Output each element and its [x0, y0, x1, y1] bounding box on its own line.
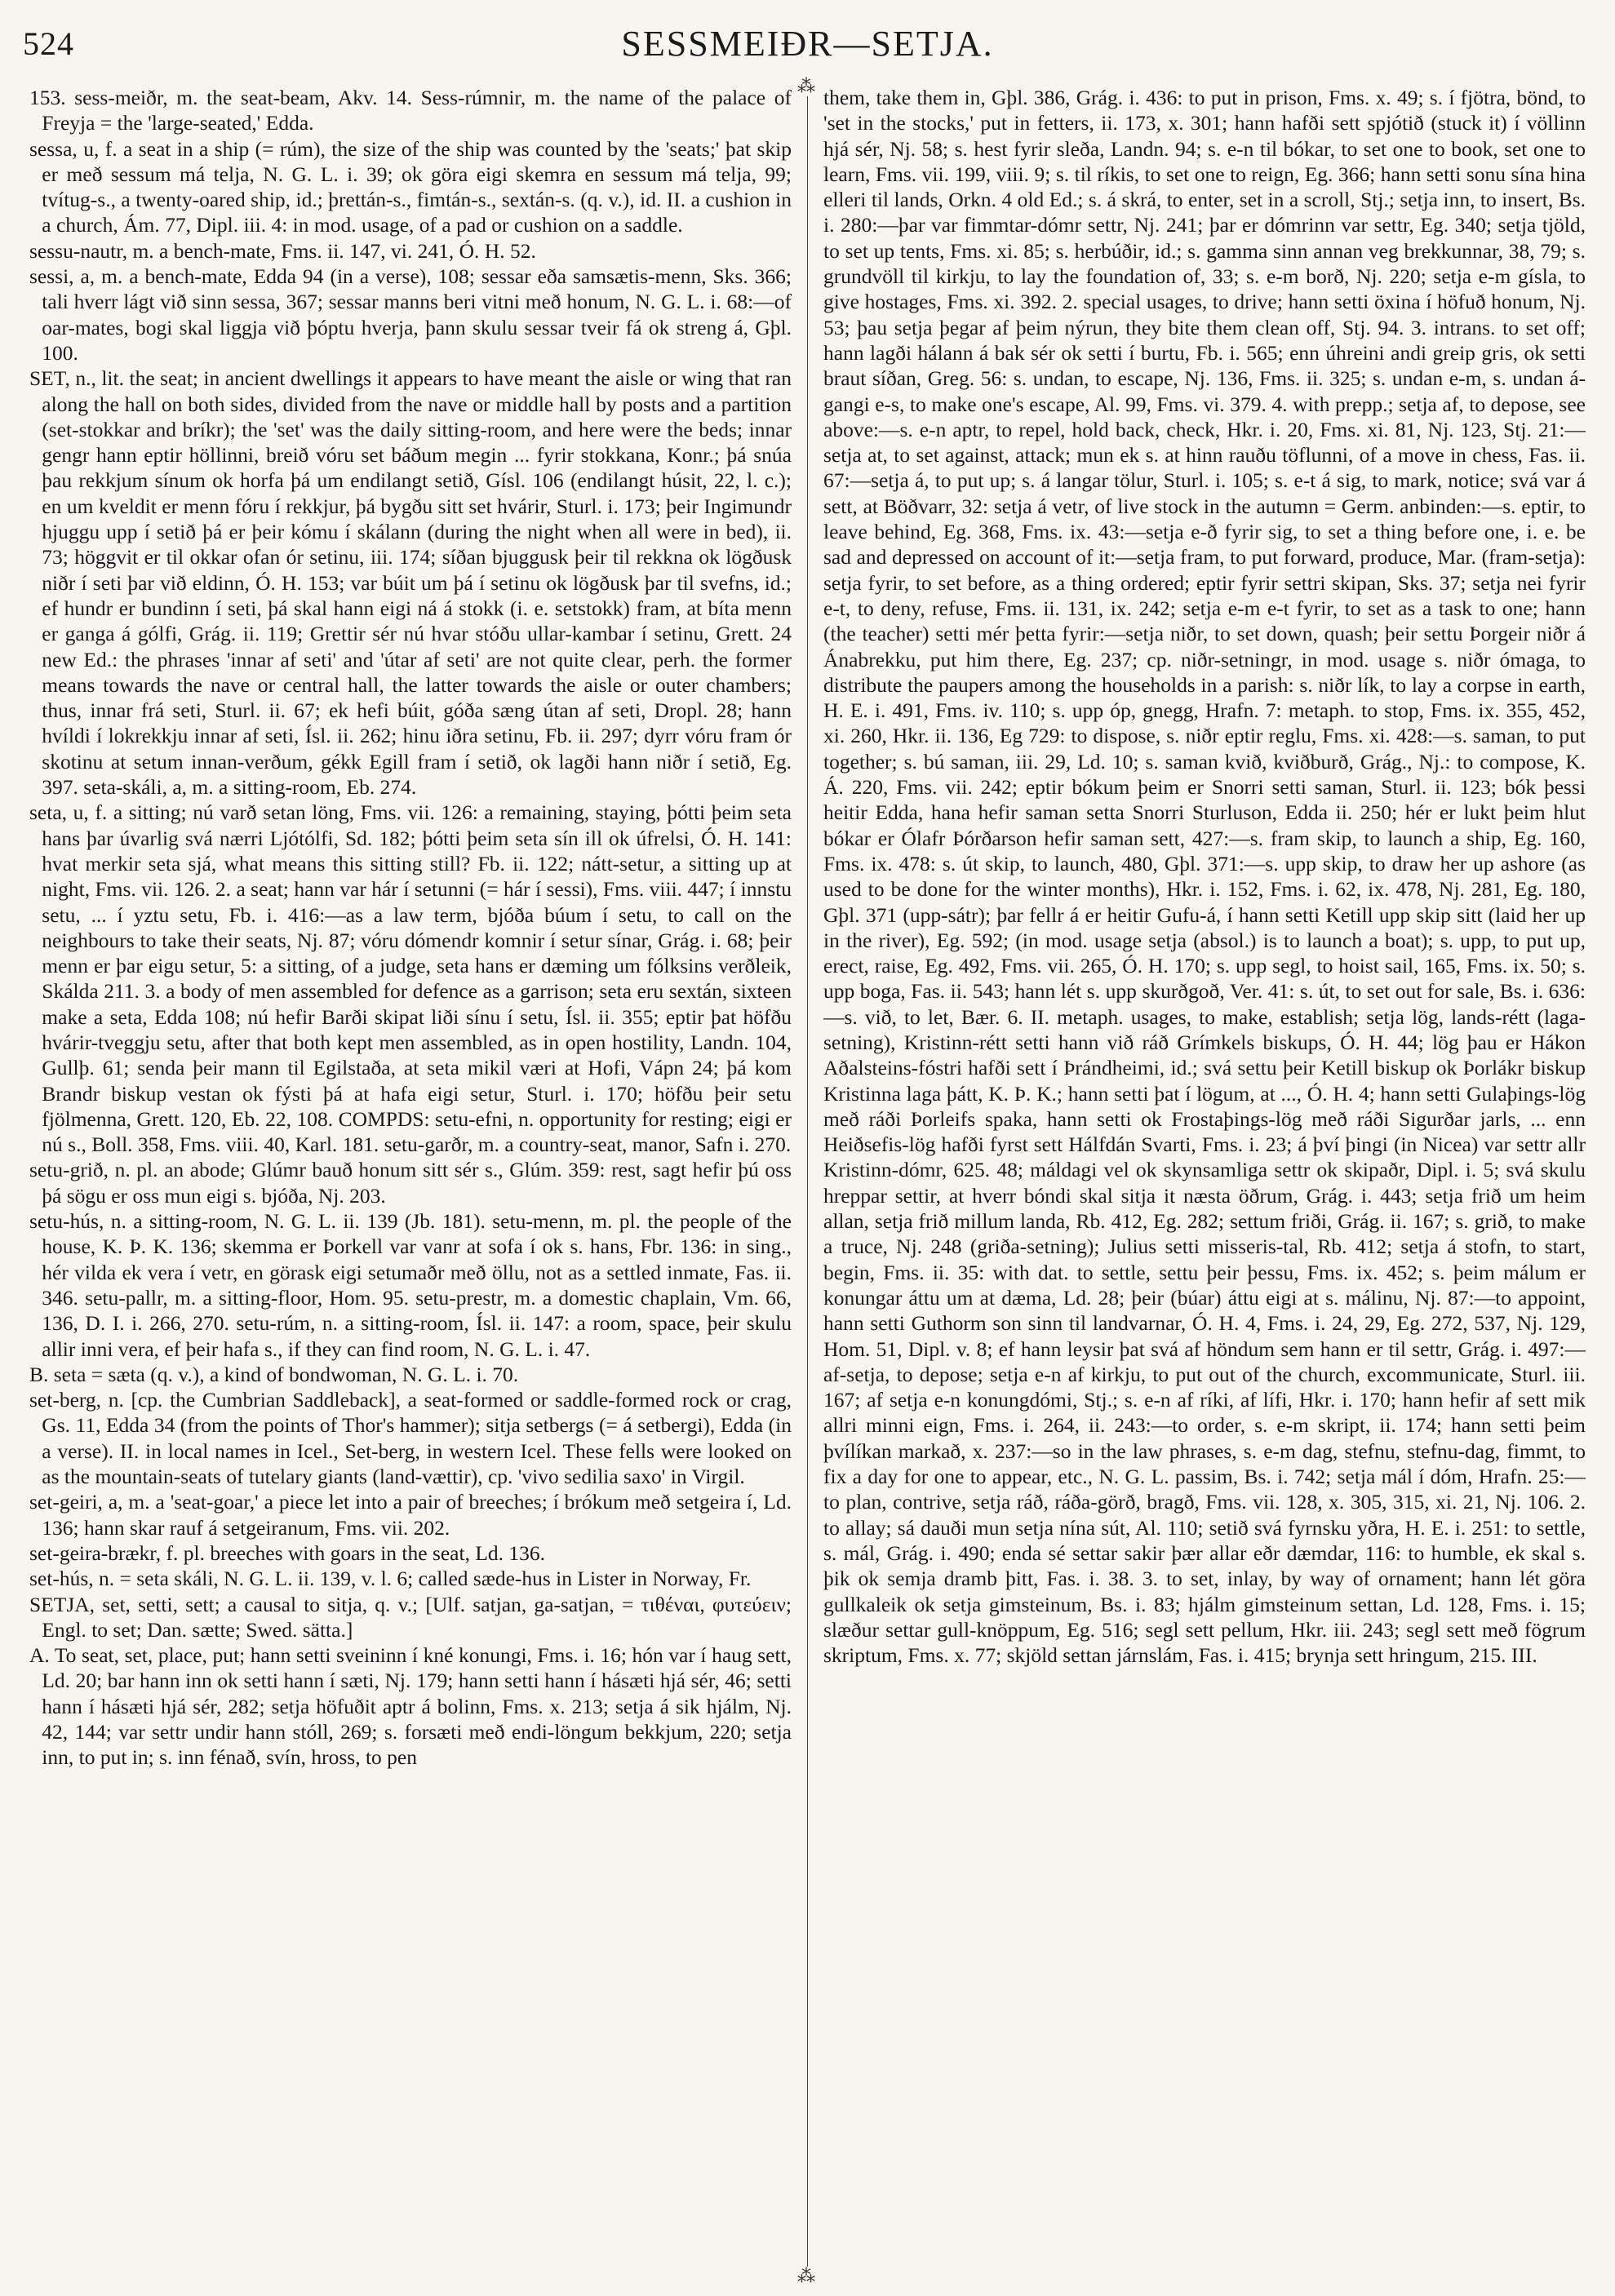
- right-column: [823, 85, 1586, 2276]
- entry-setja-a: A. To seat, set, place, put; hann setti sveininn í kné konungi, Fms. i. 16; hón var í haug sett, Ld. 20; bar hann inn ok setti hann í sæti, Nj. 179; hann setti hann í hásæti hjá sér, 46; setti hann í hásæti hjá sér, 282; setja höfuðit aptr á bolinn, Fms. x. 213; setja á sik hjálm, Nj. 42, 144; var settr undir hann stóll, 269; s. forsæti með endi-löngum bekkjum, 220; setja inn, to put in; s. inn fénað, svín, hross, to pen: [29, 1643, 792, 1770]
- divider-ornament-top: ⁂: [797, 76, 815, 96]
- entry-set: SET, n., lit. the seat; in ancient dwellings it appears to have meant the aisle or wing that ran along the hall on both sides, divided from the nave or middle hall by posts and a partition (set-stokkar and bríkr); the 'set' was the daily sitting-room, and here were the beds; innar gengr hann eptir höllinni, breið vóru set báðum megin ... fyrir stokkana, Konr.; þá snúa þau rekkjum sínum ok horfa þá um endilangt setið, Gísl. 106 (endilangt húsit, 22, l. c.); en um kveldit er menn fóru í rekkjur, þá bygðu sitt set hvárir, Sturl. i. 173; þeir Ingimundr hjuggu upp í setið þá er þeir kómu í skálann (during the night when all were in bed), ii. 73; höggvit er til okkar ofan ór setinu, iii. 174; síðan bjuggusk þeir til rekkna ok lögðusk niðr í seti þar við eldinn, Ó. H. 153; var búit um þá í setinu ok lögðusk þar til svefns, id.; ef hundr er bundinn í seti, þá skal hann eigi ná á stokk (i. e. setstokk) fram, at bíta menn er ganga á gólfi, Grág. ii. 119; Grettir sér nú hvar stóðu ullar-kambar í setinu, Grett. 24 new Ed.: the phrases 'innar af seti' and 'útar af seti' are not quite clear, perh. the former means towards the nave or central hall, the latter towards the aisle or outer chambers; thus, innar frá seti, Sturl. ii. 67; ek hefi búit, góða sæng útan af seti, Dropl. 28; hann hvíldi í lokrekkju innar af seti, Ísl. ii. 262; hinu iðra setinu, Fb. ii. 297; dyrr vóru fram ór skotinu at setum innan-verðum, gékk Egill fram í setið, ok lagði hann niðr í setið, Eg. 397. seta-skáli, a, m. a sitting-room, Eb. 274.: [29, 366, 792, 800]
- left-column: [29, 85, 792, 2276]
- entry-setja-continued: them, take them in, Gþl. 386, Grág. i. 436: to put in prison, Fms. x. 49; s. í fjötra, bönd, to 'set in the stocks,' put in fetters, ii. 173, x. 301; hann hafði sett spjótið (stuck it) í völlinn hjá sér, Nj. 58; s. hest fyrir sleða, Landn. 94; s. e-n til bókar, to set one to book, set one to learn, Fms. vii. 199, viii. 9; s. til ríkis, to set one to reign, Eg. 366; hann setti sonu sína hina elleri til lands, Orkn. 4 old Ed.; s. á skrá, to enter, set in a scroll, Stj.; setja inn, to insert, Bs. i. 280:—þar var fimmtar-dómr settr, Nj. 241; þar er dómrinn var settr, Eg. 340; setja tjöld, to set up tents, Fms. xi. 85; s. herbúðir, id.; s. gamma sinn annan veg brekkunnar, 38, 79; s. grundvöll til kirkju, to lay the foundation of, 33; s. e-m borð, Nj. 220; setja e-m gísla, to give hostages, Fms. xi. 392. 2. special usages, to drive; hann setti öxina í höfuð honum, Nj. 53; þau setja þegar af þeim nýrun, they bite them clean off, Stj. 94. 3. intrans. to set off; hann lagði hálann á bak sér ok setti í burtu, Fb. i. 565; enn úhreini andi greip gris, ok setti braut síðan, Greg. 56: s. undan, to escape, Nj. 136, Fms. ii. 325; s. undan e-m, s. undan á-gangi e-s, to make one's escape, Al. 99, Fms. vi. 379. 4. with prepp.; setja af, to depose, see above:—s. e-n aptr, to repel, hold back, check, Hkr. i. 20, Fms. xi. 81, Nj. 123, Stj. 21:—setja at, to set against, attack; mun ek s. at hinn rauðu töflunni, of a move in chess, Fas. ii. 67:—setja á, to put up; s. á langar tölur, Sturl. i. 105; s. e-t á sig, to mark, notice; svá var á sett, at Böðvarr, 32: setja á vetr, of live stock in the autumn = Germ. anbinden:—s. eptir, to leave behind, Eg. 368, Fms. ix. 43:—setja e-ð fyrir sig, to set a thing before one, i. e. be sad and depressed on account of it:—setja fram, to put forward, produce, Mar. (fram-setja): setja fyrir, to set before, as a thing ordered; eptir fyrir settri skipan, Sks. 37; setja nei fyrir e-t, to deny, refuse, Fms. ii. 131, ix. 242; setja e-m e-t fyrir, to set as a task to one; hann (the teacher) setti mér þetta fyrir:—setja niðr, to set down, quash; þeir settu Þorgeir niðr á Ánabrekku, put him there, Eg. 237; cp. niðr-setningr, in mod. usage s. niðr ómaga, to distribute the paupers among the households in a parish: s. niðr lík, to lay a corpse in earth, H. E. i. 491, Fms. iv. 110; s. upp óp, gnegg, Hrafn. 7: metaph. to stop, Fms. ix. 355, 452, xi. 260, Hkr. ii. 136, Eg 729: to dispose, s. niðr eptir reglu, Fms. xi. 428:—s. saman, to put together; s. bú saman, iii. 29, Ld. 10; s. saman kvið, kviðburð, Grág., Nj.: to compose, K. Á. 220, Fms. vii. 242; eptir bókum þeim er Snorri setti saman, Sturl. ii. 123; bók þessi heitir Edda, hana hefir saman setta Snorri Sturluson, Edda ii. 250; hér er lukt þeim hlut bókar er Ólafr Þórðarson hefir saman sett, 427:—s. fram skip, to launch a ship, Eg. 160, Fms. ix. 478: s. út skip, to launch, 480, Gþl. 371:—s. upp skip, to draw her up ashore (as used to be done for the winter months), Hkr. i. 152, Fms. i. 62, ix. 478, Nj. 281, Eg. 180, Gþl. 371 (upp-sátr); þar fellr á er heitir Gufu-á, í hann setti Ketill upp skip sitt (laid her up in the river), Eg. 592; (in mod. usage setja (absol.) is to launch a boat); s. upp, to put up, erect, raise, Eg. 492, Fms. vii. 265, Ó. H. 170; s. upp segl, to hoist sail, 165, Fms. ix. 50; s. upp boga, Fas. ii. 543; hann lét s. upp skurðgoð, Ver. 41: s. út, to set out for sale, Bs. i. 636:—s. við, to let, Bær. 6. II. metaph. usages, to make, establish; setja lög, lands-rétt (laga-setning), Kristinn-rétt setti hann við ráð Grímkels biskups, Ó. H. 44; lög þau er Hákon Aðalsteins-fóstri hafði sett í Þrándheimi, id.; svá settu þeir Ketill biskup ok Þorlákr biskup Kristinna laga þátt, K. Þ. K.; hann setti þat í lögum, at ..., Ó. H. 4; hann setti Gulaþings-lög með ráði Þorleifs spaka, hann setti ok Frostaþings-lög með ráði Sigurðar jarls, ... enn Heiðsefis-lög hafði fyrst sett Hálfdán Svarti, Fms. i. 23; á því þingi (in Nicea) var settr allr Kristinn-dómr, 625. 48; máldagi vel ok skynsamliga settr ok skipaðr, Dipl. i. 5; svá skulu hreppar settir, at hverr bóndi skal sitja it næsta öðrum, Grág. i. 443; setja frið um heim allan, setja frið millum landa, Rb. 412, Eg. 282; settum friði, Grág. ii. 167; s. grið, to make a truce, Nj. 248 (griða-setning); Julius setti misseris-tal, Rb. 412; setja á stofn, to start, begin, Fms. ii. 35: with dat. to settle, settu þeir þessu, Fms. ix. 452; s. þeim málum er konungar áttu um at dæma, Ld. 28; þeir (búar) áttu eigi at s. málinu, Nj. 87:—to appoint, hann setti Guthorm son sinn til landvarnar, Ó. H. 4, Fms. i. 24, 29, Eg. 272, 537, Nj. 129, Hom. 51, Dipl. v. 8; ef hann leysir þat svá af höndum sem hann er til settr, Grág. i. 497:—af-setja, to depose; setja e-n af kirkju, to put out of the church, excommunicate, Sturl. iii. 167; af setja e-n konungdómi, Stj.; s. e-n af ríki, af lífi, Hkr. i. 170; hann hefir af sett mik allri minni eign, Fms. i. 264, ii. 243:—to order, s. e-m skript, ii. 174; hann setti þeim þvílíkan markað, x. 237:—so in the law phrases, s. e-m dag, stefnu, stefnu-dag, fimmt, to fix a day for one to appear, etc., N. G. L. passim, Bs. i. 742; setja mál í dóm, Hrafn. 25:—to plan, contrive, setja ráð, ráða-görð, bragð, Fms. vii. 128, x. 305, 315, xi. 21, Nj. 106. 2. to allay; sá dauði mun setja nína sút, Al. 110; setið svá fyrnsku yðra, H. E. i. 251: to settle, s. mál, Grág. i. 490; enda sé settar sakir þær allar eðr dæmdar, 116: to humble, ek skal s. þik ok semja dramb þitt, Fas. i. 38. 3. to set, inlay, by way of ornament; hann lét göra gullkaleik ok setja gimsteinum, Bs. i. 83; hjálm gimsteinum settan, Ld. 128, Fms. i. 15; slæður settar gull-knöppum, Eg. 516; segl sett pellum, Hkr. iii. 243; segl sett með fögrum skriptum, Fms. x. 77; skjöld settan járnslám, Fas. i. 415; brynja sett hringum, 215. III.: [823, 86, 1586, 1668]
- entry-sess-meidr: 153. sess-meiðr, m. the seat-beam, Akv. 14. Sess-rúmnir, m. the name of the palace of Freyja = the 'large-seated,' Edda.: [29, 86, 792, 135]
- entry-seta: seta, u, f. a sitting; nú varð setan löng, Fms. vii. 126: a remaining, staying, þótti þeim seta hans þar úvarlig svá nærri Ljótólfi, Sd. 182; þótti þeim seta sín ill ok úfrelsi, Ó. H. 141: hvat merkir seta sjá, what means this sitting still? Fb. ii. 122; nátt-setur, a sitting up at night, Fms. vii. 126. 2. a seat; hann var hár í setunni (= hár í sessi), Fms. viii. 447; í innstu setu, ... í yztu setu, Fb. i. 416:—as a law term, bjóða búum í setu, to call on the neighbours to take their seats, Nj. 87; vóru dómendr komnir í setur sínar, Grág. i. 68; þeir menn er þar eigu setur, 5: a sitting, of a judge, seta hans er dæming um fólksins verðleik, Skálda 211. 3. a body of men assembled for defence as a garrison; seta eru sextán, sixteen make a seta, Edda 108; nú hefir Barði skipat liði sínu í setu, Ísl. ii. 355; eptir þat höfðu hvárir-tveggju setu, after that both kept men assembled, as in open hostility, Landn. 104, Gullþ. 61; senda þeir mann til Egilstaða, at seta mikil væri at Hofi, Vápn 24; þá kom Brandr biskup vestan ok fýsti þá at hafa eigi setur, Sturl. i. 170; höfðu þeir setu fjölmenna, Grett. 120, Eb. 22, 108. COMPDS: setu-efni, n. opportunity for resting; eigi er nú s., Boll. 358, Fms. viii. 40, Karl. 181. setu-garðr, m. a country-seat, manor, Safn i. 270.: [29, 800, 792, 1157]
- entry-setja: SETJA, set, setti, sett; a causal to sitja, q. v.; [Ulf. satjan, ga-satjan, = τιθέναι, φυτεύειν; Engl. to set; Dan. sætte; Swed. sätta.]: [29, 1592, 792, 1642]
- page-header: [23, 15, 1592, 64]
- running-head: SESSMEIÐR—SETJA.: [621, 24, 994, 64]
- divider-ornament-bottom: ⁂: [797, 2266, 815, 2286]
- entry-seta-b: B. seta = sæta (q. v.), a kind of bondwoman, N. G. L. i. 70.: [29, 1362, 519, 1386]
- entry-setu-grid: setu-grið, n. pl. an abode; Glúmr bauð honum sitt sér s., Glúm. 359: rest, sagt hefir þú oss þá sögu er oss mun eigi s. bjóða, Nj. 203.: [29, 1158, 792, 1208]
- page-number: 524: [23, 25, 74, 62]
- entry-sessu-nautr: sessu-nautr, m. a bench-mate, Fms. ii. 147, vi. 241, Ó. H. 52.: [29, 238, 536, 263]
- entry-set-berg: set-berg, n. [cp. the Cumbrian Saddleback], a seat-formed or saddle-formed rock or crag, Gs. 11, Edda 34 (from the points of Thor's hammer); sitja setbergs (= á setbergi), Edda (in a verse). II. in local names in Icel., Set-berg, in western Icel. These fells were looked on as the mountain-seats of tutelary giants (land-vættir), cp. 'vivo sedilia saxo' in Virgil.: [29, 1388, 792, 1489]
- page-body: [29, 85, 1586, 2276]
- entry-set-hus: set-hús, n. = seta skáli, N. G. L. ii. 139, v. l. 6; called sæde-hus in Lister in Norway, Fr.: [29, 1567, 752, 1591]
- entry-set-geiri: set-geiri, a, m. a 'seat-goar,' a piece let into a pair of breeches; í brókum með setgeira í, Ld. 136; hann skar rauf á setgeiranum, Fms. vii. 202.: [29, 1490, 792, 1540]
- entry-sessi: sessi, a, m. a bench-mate, Edda 94 (in a verse), 108; sessar eða samsætis-menn, Sks. 366; tali hverr lágt við sinn sessa, 367; sessar manns beri vitni með honum, N. G. L. i. 68:—of oar-mates, bogi skal liggja við þóptu hverja, þann skulu sessar tveir fá ok streng á, Gþl. 100.: [29, 264, 792, 365]
- entry-setu-hus: setu-hús, n. a sitting-room, N. G. L. ii. 139 (Jb. 181). setu-menn, m. pl. the people of the house, K. Þ. K. 136; skemma er Þorkell var vanr at sofa í ok s. hans, Fbr. 136: in sing., hér vilda ek vera í vetr, en görask eigi setumaðr með öllu, not as a settled inmate, Fas. ii. 346. setu-pallr, m. a sitting-floor, Hom. 95. setu-prestr, m. a domestic chaplain, Vm. 66, 136, D. I. i. 266, 270. setu-rúm, n. a sitting-room, Ísl. ii. 147: a room, space, þeir skulu allir inni vera, ef þeir hafa s., if they can find room, N. G. L. i. 47.: [29, 1209, 792, 1361]
- entry-sessa: sessa, u, f. a seat in a ship (= rúm), the size of the ship was counted by the 'seats;' þat skip er með sessum má telja, N. G. L. i. 39; ok göra eigi skemra en sessum má telja, 99; tvítug-s., a twenty-oared ship, id.; þrettán-s., fimtán-s., sextán-s. (q. v.), id. II. a cushion in a church, Ám. 77, Dipl. iii. 4: in mod. usage, of a pad or cushion on a saddle.: [29, 136, 792, 237]
- entry-set-geira-braekr: set-geira-brækr, f. pl. breeches with goars in the seat, Ld. 136.: [29, 1540, 546, 1565]
